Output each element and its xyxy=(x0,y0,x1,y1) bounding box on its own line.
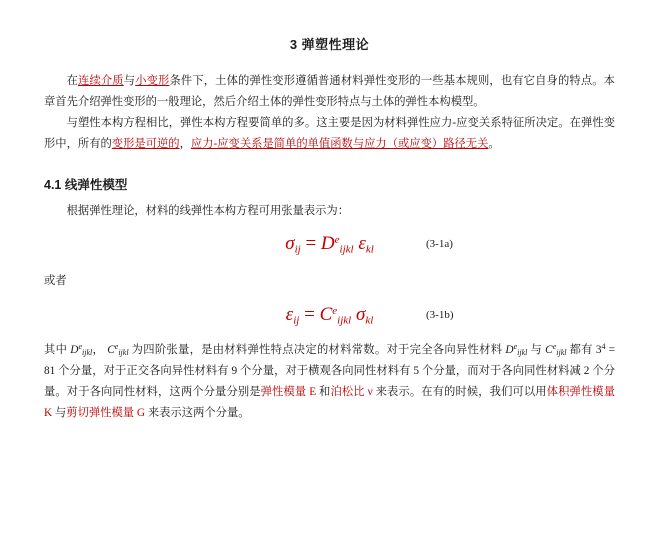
equation-number-3-1a: (3-1a) xyxy=(426,238,453,251)
equation-3-1a: $\sigma_{ij} = D^e_{ijkl}$ $\varepsilon_{kl}$ xyxy=(285,233,374,256)
symbol-C: $C^e_{ijkl}$ xyxy=(107,342,129,358)
text-run: 来表示。在有的时候，我们可以用 xyxy=(372,386,547,399)
section-heading: 4.1 线弹性模型 xyxy=(44,177,128,192)
text-run: 在 xyxy=(66,75,79,87)
equation-3-1b: $\varepsilon_{ij} = C^e_{ijkl}$ $\sigma_{kl}$ xyxy=(285,304,374,327)
text-run-emphasis: 连续介质 xyxy=(78,75,124,87)
text-run: 与 xyxy=(123,75,136,87)
paragraph-elastic-features xyxy=(44,113,615,155)
document-page xyxy=(0,34,659,535)
text-run: 条件下，土体的弹性变形遵循普通材料弹性变形的一些基本规则，也有它自身的特点。本章首先介绍弹性变形的一般理论，然后介绍土体的弹性变形特点与土体的弹性本构模型。 xyxy=(44,75,615,108)
text-run-emphasis-E: 弹性模量 E xyxy=(260,386,317,399)
symbol-D-2: $D^e_{ijkl}$ xyxy=(505,342,528,358)
text-run-emphasis: 小变形 xyxy=(135,75,170,87)
text-run-emphasis-G: 剪切弹性模量 G xyxy=(66,407,146,420)
text-run: ， xyxy=(179,137,191,150)
symbol-C-2: $C^e_{ijkl}$ xyxy=(545,342,567,358)
text-run: 与 xyxy=(52,407,67,420)
equation-3-1b-row xyxy=(44,298,615,332)
text-run-emphasis-K: 体积弹性模量 K xyxy=(44,386,615,420)
text-run-emphasis: 应力-应变关系是简单的单值函数与应力（或应变）路径无关 xyxy=(190,137,489,150)
text-run: 为四阶张量，是由材料弹性特点决定的材料常数。对于完全各向异性材料 xyxy=(128,344,506,357)
text-run: 来表示这两个分量。 xyxy=(145,407,250,420)
text-run: 都有 $3^4 = 81$ 个分量，对于正交各向异性材料有 9 个分量，对于横观各向同性材料有 5 个分量，而对于各向同性材料减 2 个分量。对于各向同性材料，这两个分量分别是 xyxy=(44,342,615,399)
equation-3-1a-row xyxy=(44,227,615,261)
text-run: 。 xyxy=(488,137,500,150)
label-or: 或者 xyxy=(44,275,67,288)
equation-number-3-1b: (3-1b) xyxy=(426,309,454,322)
text-run: 其中 xyxy=(44,344,71,357)
paragraph-section-intro: 根据弹性理论，材料的线弹性本构方程可用张量表示为： xyxy=(66,204,350,217)
text-run: 和 xyxy=(316,386,331,399)
text-run: 与塑性本构方程相比，弹性本构方程要简单的多。这主要是因为材料弹性应力-应变关系特征所决定。在弹性变形中，所有的 xyxy=(44,116,615,150)
body-content xyxy=(44,71,615,424)
paragraph-intro xyxy=(44,71,615,113)
text-run: 与 xyxy=(527,344,546,357)
text-run-emphasis: 变形是可逆的 xyxy=(111,137,180,150)
symbol-D: $D^e_{ijkl}$ xyxy=(70,342,93,358)
chapter-title: 3 弹塑性理论 xyxy=(289,37,370,52)
text-run-emphasis-nu: 泊松比 ν xyxy=(330,386,373,399)
text-run: ， xyxy=(92,344,108,357)
paragraph-explanation xyxy=(44,340,615,424)
